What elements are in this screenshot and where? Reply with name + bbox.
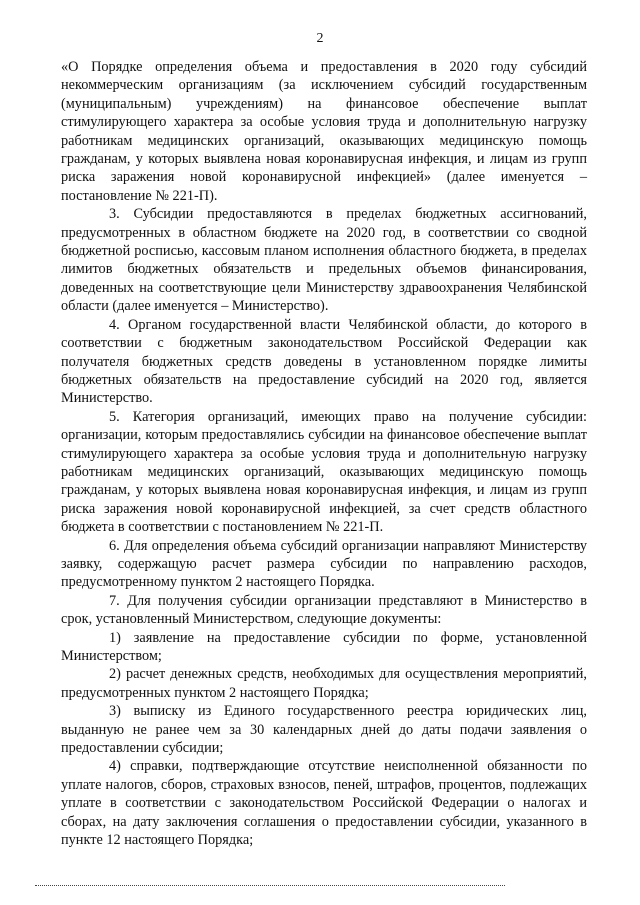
list-item-1: 1) заявление на предоставление субсидии по форме, установленной Министерством;: [61, 629, 587, 664]
paragraph-item-7: 7. Для получения субсидии организации представляют в Министерство в срок, установленный Министерством, следующие документы:: [61, 592, 587, 628]
page-number: 2: [316, 31, 324, 46]
paragraph-item-3: 3. Субсидии предоставляются в пределах бюджетных ассигнований, предусмотренных в областном бюджете на 2020 год, в соответствии со сводной бюджетной росписью, кассовым планом исполнения областного бюджета, в пределах лимитов бюджетных обязательств и предельных объемов финансирования, доведенных на соответствующие цели Министерству здравоохранения Челябинской области (далее именуется – Министерство).: [61, 206, 587, 315]
list-item-2: 2) расчет денежных средств, необходимых для осуществления мероприятий, предусмотренных пунктом 2 настоящего Порядка;: [61, 666, 587, 701]
list-item-3: 3) выписку из Единого государственного реестра юридических лиц, выданную не ранее чем за 30 календарных дней до даты подачи заявления о предоставлении субсидии;: [61, 703, 587, 757]
paragraph-item-4: 4. Органом государственной власти Челябинской области, до которого в соответствии с бюджетным законодательством Российской Федерации как получателя бюджетных средств доведены в установленном порядке лимиты бюджетных обязательств на предоставление субсидий на 2020 год, является Министерство.: [61, 316, 587, 407]
footer-divider: [35, 885, 505, 886]
paragraph-item-5: 5. Категория организаций, имеющих право на получение субсидии: организации, которым предоставлялись субсидии на финансовое обеспечение выплат стимулирующего характера за особые условия труда и дополнительную нагрузку работникам медицинских организаций, оказывающих медицинскую помощь гражданам, у которых выявлена новая коронавирусная инфекция, и лицам из групп риска заражения новой коронавирусной инфекцией, за счет средств областного бюджета в соответствии с постановлением № 221-П.: [61, 408, 587, 536]
list-item-4: 4) справки, подтверждающие отсутствие неисполненной обязанности по уплате налогов, сборов, страховых взносов, пеней, штрафов, процентов, подлежащих уплате в соответствии с законодательством Российской Федерации о налогах и сборах, на дату заключения соглашения о предоставлении субсидии, указанного в пункте 12 настоящего Порядка;: [61, 758, 587, 849]
document-body: [61, 58, 587, 849]
paragraph-continuation: «О Порядке определения объема и предоставления в 2020 году субсидий некоммерческим организациям (за исключением субсидий государственным (муниципальным) учреждениям) на финансовое обеспечение выплат стимулирующего характера за особые условия труда и дополнительную нагрузку работникам медицинских организаций, оказывающих медицинскую помощь гражданам, у которых выявлена новая коронавирусная инфекция, и лицам из групп риска заражения новой коронавирусной инфекцией» (далее именуется – постановление № 221-П).: [61, 59, 587, 204]
paragraph-item-6: 6. Для определения объема субсидий организации направляют Министерству заявку, содержащую расчет размера субсидии по направлению расходов, предусмотренному пунктом 2 настоящего Порядка.: [61, 537, 587, 591]
